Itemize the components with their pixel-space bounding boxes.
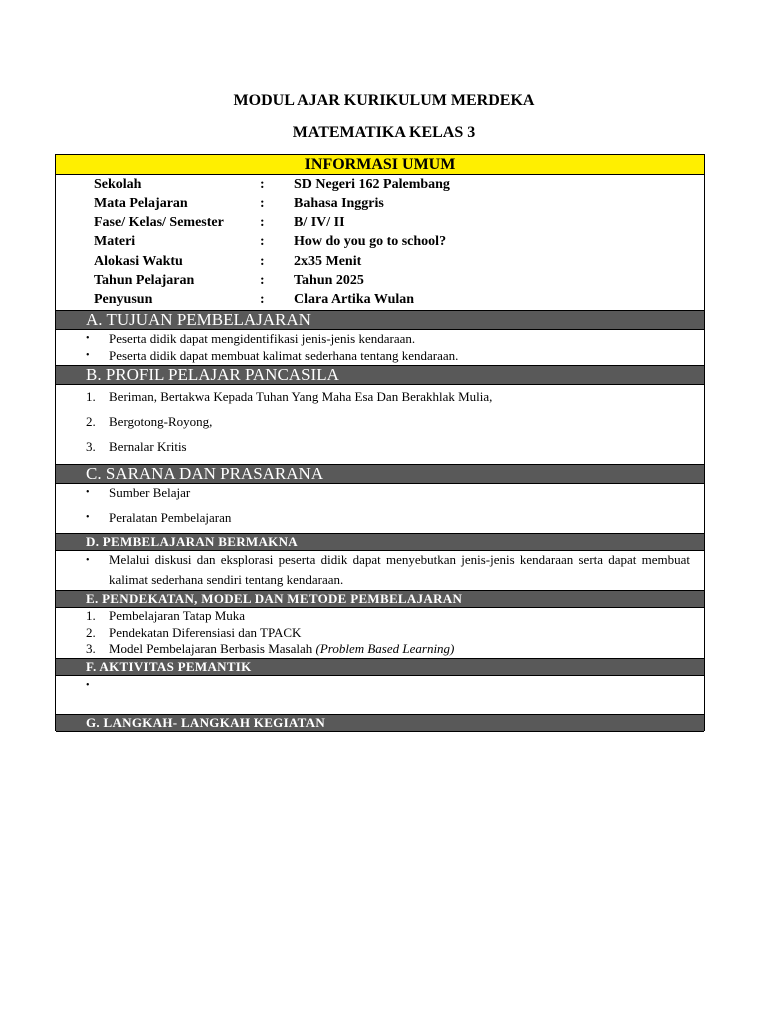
list-item: Pembelajaran Tatap Muka [109, 608, 246, 623]
list-item-italic: (Problem Based Learning) [315, 641, 455, 656]
info-value: Tahun 2025 [294, 273, 364, 288]
section-c-title: C. SARANA DAN PRASARANA [86, 464, 324, 483]
section-a-header [56, 310, 704, 330]
section-d-paragraph: Melalui diskusi dan eksplorasi peserta didik dapat menyebutkan jenis-jenis kendaraan serta dapat membuat kalimat sederhana sendiri tentang kendaraan. [109, 552, 690, 587]
info-value: SD Negeri 162 Palembang [294, 177, 450, 192]
list-item-text: Model Pembelajaran Berbasis Masalah [109, 641, 316, 656]
document-title: MODUL AJAR KURIKULUM MERDEKA [233, 92, 535, 109]
bullet-icon: • [86, 333, 90, 344]
list-item: Beriman, Bertakwa Kepada Tuhan Yang Maha Esa Dan Berakhlak Mulia, [109, 389, 493, 404]
list-item: Peserta didik dapat membuat kalimat sederhana tentang kendaraan. [109, 348, 459, 363]
info-value: Bahasa Inggris [294, 196, 384, 211]
info-colon: : [260, 273, 265, 288]
bullet-icon: • [86, 680, 90, 691]
info-label: Fase/ Kelas/ Semester [94, 215, 224, 230]
list-number: 1. [86, 608, 96, 623]
info-value: How do you go to school? [294, 234, 447, 249]
list-number: 1. [86, 389, 96, 404]
list-item [109, 641, 454, 657]
info-label: Mata Pelajaran [94, 196, 188, 211]
module-table [55, 154, 705, 731]
info-value: Clara Artika Wulan [294, 292, 415, 307]
section-d-header [56, 533, 704, 551]
section-b-title: B. PROFIL PELAJAR PANCASILA [86, 365, 339, 384]
bullet-icon: • [86, 350, 90, 361]
list-item: Bernalar Kritis [109, 439, 187, 454]
section-c-header [56, 464, 704, 484]
section-f-header [56, 658, 704, 676]
list-number: 3. [86, 439, 96, 454]
info-colon: : [260, 177, 265, 192]
list-item: Peralatan Pembelajaran [109, 510, 232, 525]
list-item: Bergotong-Royong, [109, 414, 213, 429]
list-item: Peserta didik dapat mengidentifikasi jenis-jenis kendaraan. [109, 331, 416, 346]
section-e-title: E. PENDEKATAN, MODEL DAN METODE PEMBELAJARAN [86, 591, 463, 606]
bullet-icon: • [86, 512, 90, 523]
info-label: Tahun Pelajaran [94, 273, 195, 288]
list-number: 2. [86, 414, 96, 429]
info-value: B/ IV/ II [294, 215, 345, 230]
info-colon: : [260, 234, 265, 249]
section-f-title: F. AKTIVITAS PEMANTIK [86, 659, 252, 674]
section-a-title: A. TUJUAN PEMBELAJARAN [86, 310, 311, 329]
info-label: Alokasi Waktu [94, 254, 183, 269]
info-colon: : [260, 196, 265, 211]
bullet-icon: • [86, 555, 90, 566]
list-number: 2. [86, 625, 96, 640]
info-colon: : [260, 292, 265, 307]
section-g-header [56, 714, 704, 732]
section-g-title: G. LANGKAH- LANGKAH KEGIATAN [86, 715, 326, 730]
info-value: 2x35 Menit [294, 254, 362, 269]
bullet-icon: • [86, 487, 90, 498]
info-label: Materi [94, 234, 136, 249]
info-label: Sekolah [94, 177, 142, 192]
list-number: 3. [86, 641, 96, 656]
list-item: Pendekatan Diferensiasi dan TPACK [109, 625, 302, 640]
info-colon: : [260, 254, 265, 269]
info-colon: : [260, 215, 265, 230]
info-header: INFORMASI UMUM [56, 155, 704, 175]
document-subtitle: MATEMATIKA KELAS 3 [292, 124, 476, 141]
section-b-header [56, 365, 704, 385]
section-e-header [56, 590, 704, 608]
info-label: Penyusun [94, 292, 153, 307]
section-d-title: D. PEMBELAJARAN BERMAKNA [86, 534, 298, 549]
list-item: Sumber Belajar [109, 485, 191, 500]
